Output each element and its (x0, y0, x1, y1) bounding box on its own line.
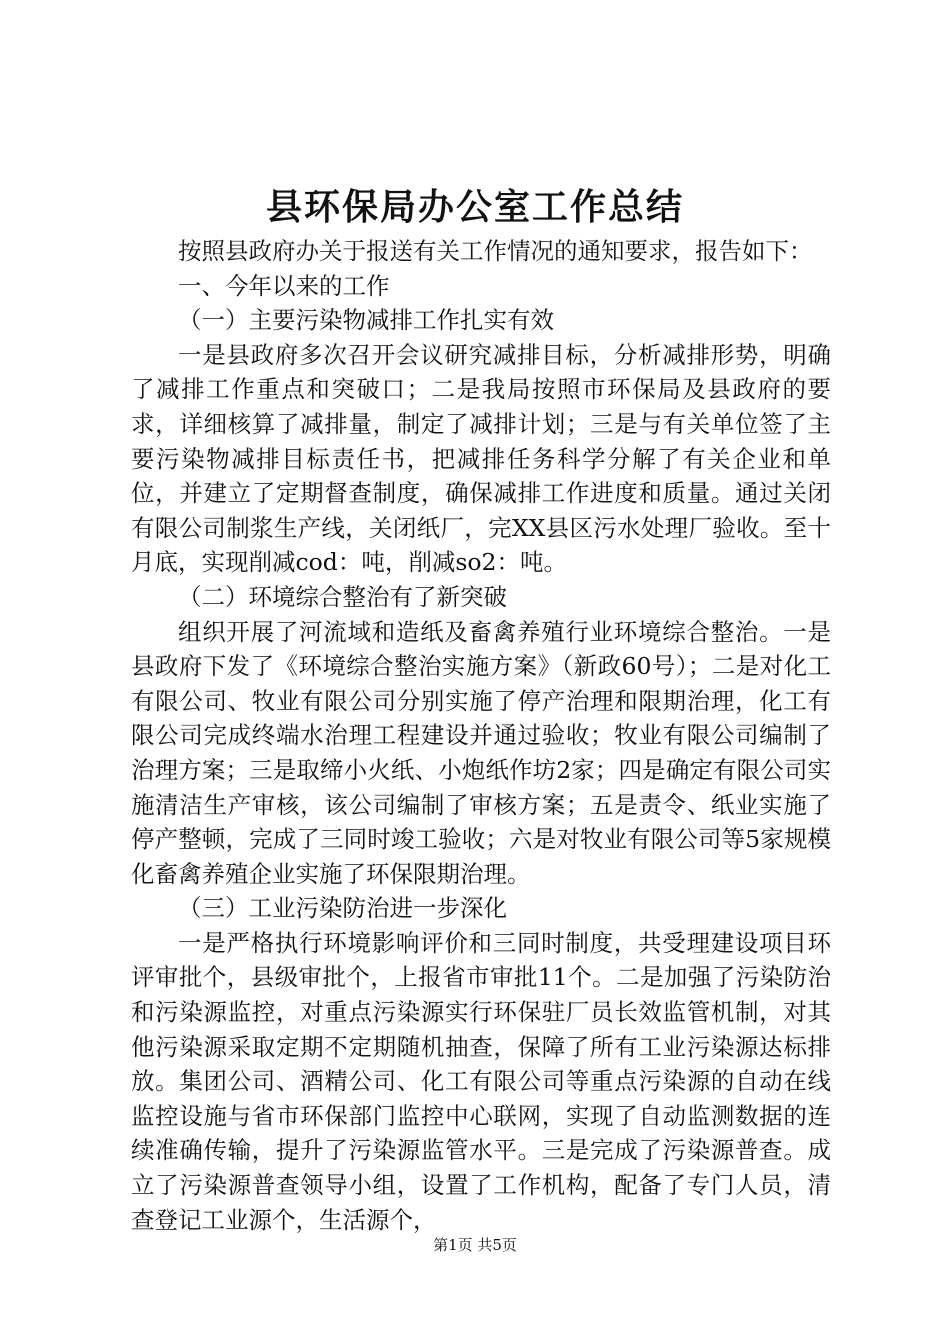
body-paragraph: 一是县政府多次召开会议研究减排目标，分析减排形势，明确了减排工作重点和突破口；二是我局按照市环保局及县政府的要求，详细核算了减排量，制定了减排计划；三是与有关单位签了主要污染物减排目标责任书，把减排任务科学分解了有关企业和单位，并建立了定期督查制度，确保减排工作进度和质量。通过关闭有限公司制浆生产线，关闭纸厂，完XX县区污水处理厂验收。至十月底，实现削减cod：吨，削减so2：吨。 (131, 340, 831, 577)
document-title: 县环保局办公室工作总结 (265, 186, 684, 228)
subsection-heading: （二）环境综合整治有了新突破 (178, 582, 507, 611)
section-heading: 一、今年以来的工作 (178, 271, 390, 300)
body-paragraph: 组织开展了河流域和造纸及畜禽养殖行业环境综合整治。一是县政府下发了《环境综合整治实施方案》（新政60号）；二是对化工有限公司、牧业有限公司分别实施了停产治理和限期治理，化工有限公司完成终端水治理工程建设并通过验收；牧业有限公司编制了治理方案；三是取缔小火纸、小炮纸作坊2家；四是确定有限公司实施清洁生产审核，该公司编制了审核方案；五是责令、纸业实施了停产整顿，完成了三同时竣工验收；六是对牧业有限公司等5家规模化畜禽养殖企业实施了环保限期治理。 (131, 617, 831, 888)
body-paragraph: 一是严格执行环境影响评价和三同时制度，共受理建设项目环评审批个，县级审批个，上报省市审批11个。二是加强了污染防治和污染源监控，对重点污染源实行环保驻厂员长效监管机制，对其他污染源采取定期不定期随机抽查，保障了所有工业污染源达标排放。集团公司、酒精公司、化工有限公司等重点污染源的自动在线监控设施与省市环保部门监控中心联网，实现了自动监测数据的连续准确传输，提升了污染源监管水平。三是完成了污染源普查。成立了污染源普查领导小组，设置了工作机构，配备了专门人员，清查登记工业源个，生活源个， (131, 928, 831, 1234)
intro-paragraph: 按照县政府办关于报送有关工作情况的通知要求，报告如下： (178, 237, 813, 265)
page-number-footer: 第1页 共5页 (433, 1236, 517, 1254)
document-body (131, 234, 831, 1237)
subsection-heading: （一）主要污染物减排工作扎实有效 (178, 306, 554, 335)
subsection-heading: （三）工业污染防治进一步深化 (178, 894, 507, 923)
